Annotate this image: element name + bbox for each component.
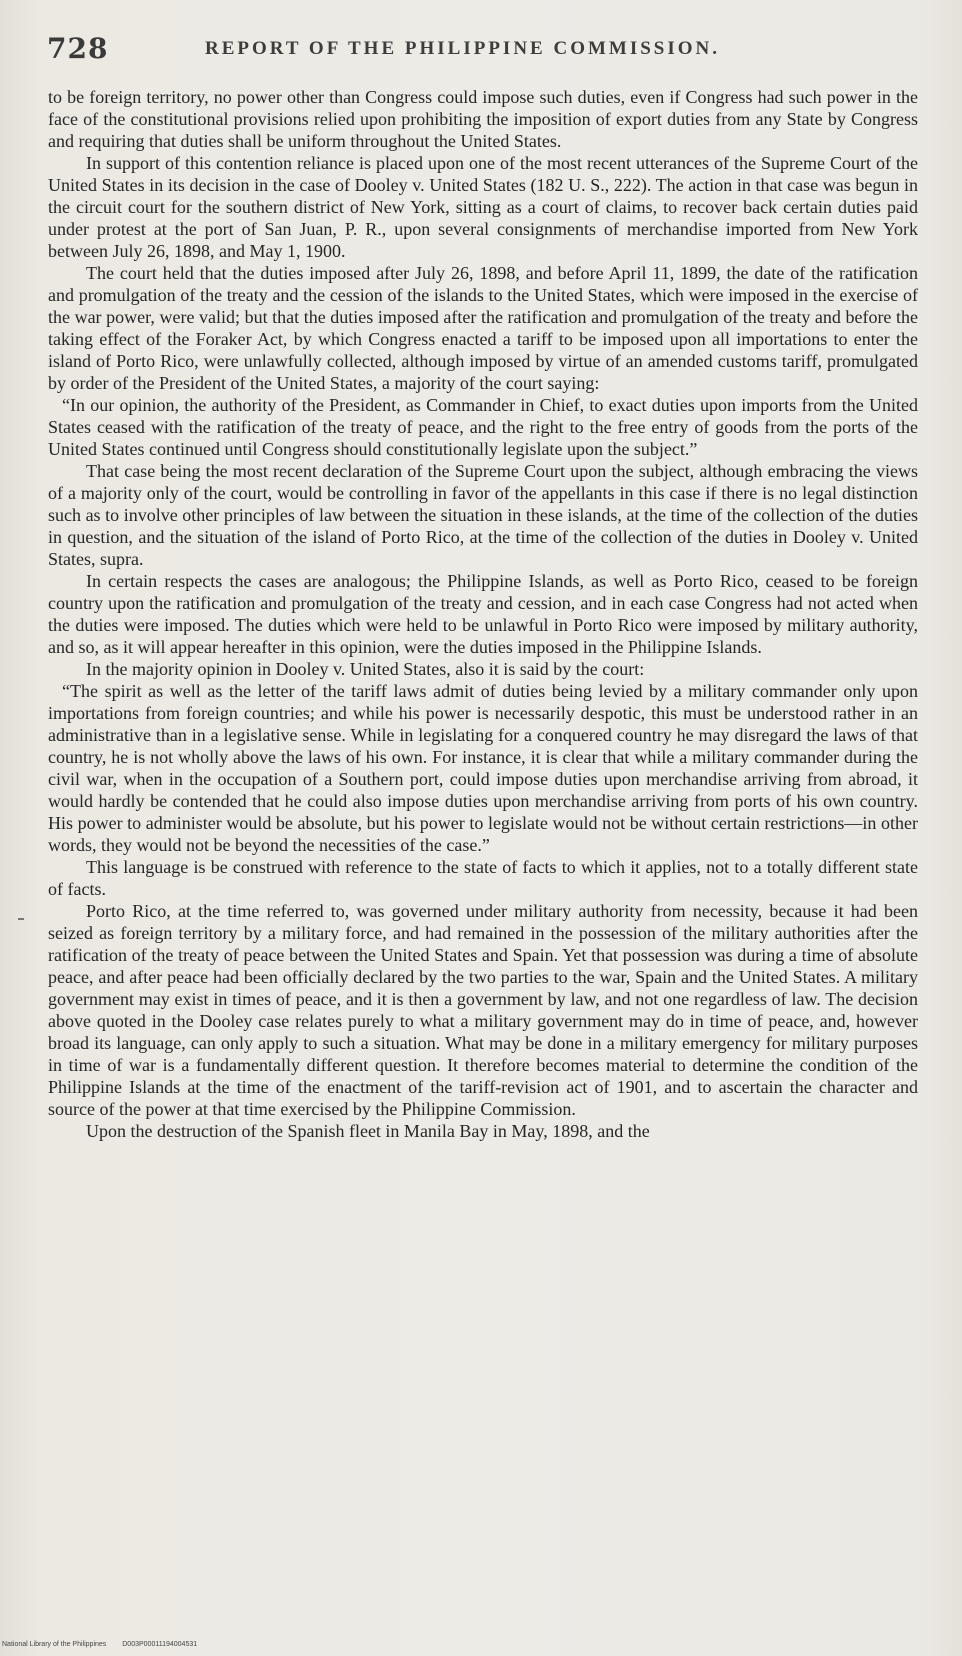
quote-paragraph: “The spirit as well as the letter of the tariff laws admit of duties being levied by a military commander only upon importations from foreign countries; and while his power is necessarily despotic, this must be understood rather in an administrative than in a legislative sense. While in legislating for a conquered country he may disregard the laws of that country, he is not wholly above the laws of his own. For instance, it is clear that while a military commander during the civil war, when in the occupation of a Southern port, could impose duties upon merchandise arriving from abroad, it would hardly be contended that he could also impose duties upon merchandise arriving from ports of his own country. His power to administer would be absolute, but his power to legislate would not be without certain restrictions—in other words, they would not be beyond the necessities of the case.” [48,681,918,855]
scan-footer [2,1641,197,1648]
page-header [47,26,917,74]
quote-paragraph: “In our opinion, the authority of the President, as Commander in Chief, to exact duties upon imports from the United States ceased with the ratification of the treaty of peace, and the right to the free entry of goods from the ports of the United States continued until Congress should constitutionally legislate upon the subject.” [48,395,918,459]
footer-code: D003P00011194004531 [122,1641,198,1648]
page-number: 728 [47,32,109,65]
paragraph: Porto Rico, at the time referred to, was governed under military authority from necessity, because it had been seized as foreign territory by a military force, and had remained in the possession of the military authorities after the ratification of the treaty of peace between the United States and Spain. Yet that possession was during a time of absolute peace, and after peace had been officially declared by the two parties to the war, Spain and the United States. A military government may exist in times of peace, and it is then a government by law, and not one regardless of law. The decision above quoted in the Dooley case relates purely to what a military government may do in time of peace, and, however broad its language, can only apply to such a situation. What may be done in a military emergency for military purposes in time of war is a fundamentally different question. It therefore becomes material to determine the condition of the Philippine Islands at the time of the enactment of the tariff-revision act of 1901, and to ascertain the character and source of the power at that time exercised by the Philippine Commission. [48,901,918,1119]
paragraph: This language is be construed with reference to the state of facts to which it applies, not to a totally different state of facts. [48,857,918,899]
paragraph: In certain respects the cases are analogous; the Philippine Islands, as well as Porto Rico, ceased to be foreign country upon the ratification and promulgation of the treaty and cession, and in each case Congress had not acted when the duties were imposed. The duties which were held to be unlawful in Porto Rico were imposed by military authority, and so, as it will appear hereafter in this opinion, were the duties imposed in the Philippine Islands. [48,571,918,657]
margin-mark [18,918,24,920]
paragraph: In support of this contention reliance is placed upon one of the most recent utterances of the Supreme Court of the United States in its decision in the case of Dooley v. United States (182 U. S., 222). The action in that case was begun in the circuit court for the southern district of New York, sitting as a court of claims, to recover back certain duties paid under protest at the port of San Juan, P. R., upon several consignments of merchandise imported from New York between July 26, 1898, and May 1, 1900. [48,153,918,261]
running-title: REPORT OF THE PHILIPPINE COMMISSION. [205,38,721,59]
paragraph: Upon the destruction of the Spanish fleet in Manila Bay in May, 1898, and the [86,1121,650,1141]
body-text [48,86,918,1142]
paragraph: to be foreign territory, no power other than Congress could impose such duties, even if Congress had such power in the face of the constitutional provisions relied upon prohibiting the imposition of export duties from any State by Congress and requiring that duties shall be uniform throughout the United States. [48,87,918,151]
footer-library: National Library of the Philippines [2,1641,107,1648]
paragraph: That case being the most recent declaration of the Supreme Court upon the subject, although embracing the views of a majority only of the court, would be controlling in favor of the appellants in this case if there is no legal distinction such as to involve other principles of law between the situation in these islands, at the time of the collection of the duties in question, and the situation of the island of Porto Rico, at the time of the collection of the duties in Dooley v. United States, supra. [48,461,918,569]
paragraph: In the majority opinion in Dooley v. United States, also it is said by the court: [86,659,645,679]
paragraph: The court held that the duties imposed after July 26, 1898, and before April 11, 1899, the date of the ratification and promulgation of the treaty and the cession of the islands to the United States, which were imposed in the exercise of the war power, were valid; but that the duties imposed after the ratification and promulgation of the treaty and before the taking effect of the Foraker Act, by which Congress enacted a tariff to be imposed upon all importations to enter the island of Porto Rico, were unlawfully collected, although imposed by virtue of an amended customs tariff, promulgated by order of the President of the United States, a majority of the court saying: [48,263,918,393]
